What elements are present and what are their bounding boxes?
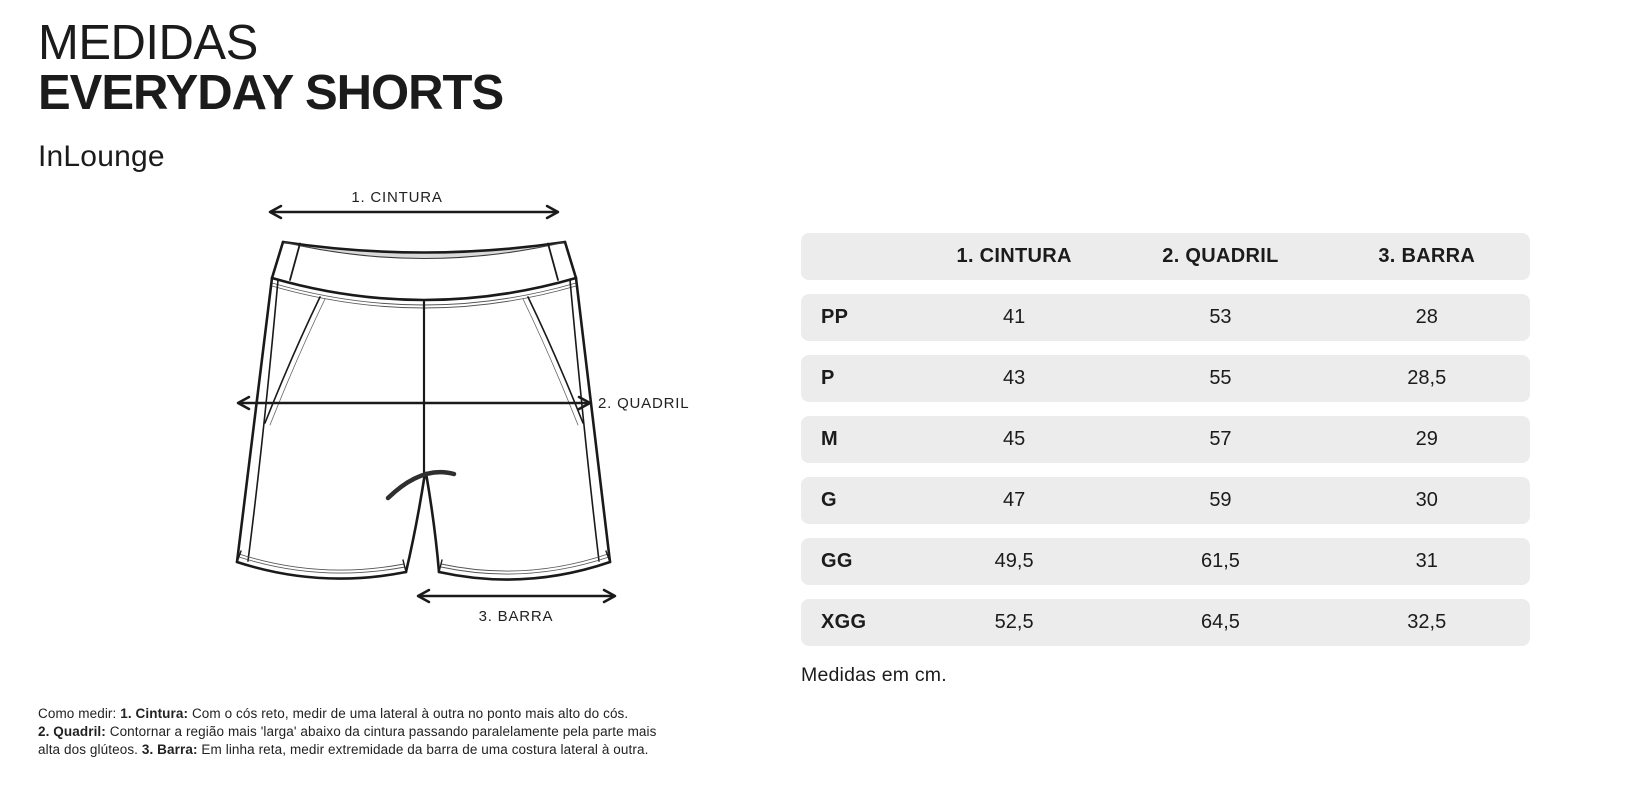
note-segment: Como medir:	[38, 706, 121, 721]
cintura-value: 45	[1003, 428, 1026, 450]
cintura-value: 52,5	[994, 611, 1034, 633]
size-label: G	[821, 489, 837, 511]
barra-value: 28	[1415, 306, 1438, 328]
page-header	[38, 18, 503, 118]
note-segment-bold: 2. Quadril:	[38, 724, 106, 739]
table-header-row	[801, 233, 1530, 280]
product-title: EVERYDAY SHORTS	[38, 66, 504, 120]
cintura-value: 49,5	[994, 550, 1034, 572]
quadril-value: 59	[1209, 489, 1232, 511]
note-segment: Contornar a região mais 'larga' abaixo da cintura passando paralelamente pela parte mais alta dos glúteos.	[38, 724, 657, 757]
cintura-value: 41	[1003, 306, 1026, 328]
barra-value: 29	[1415, 428, 1438, 450]
size-label: M	[821, 428, 838, 450]
quadril-arrow	[238, 397, 590, 409]
table-row	[801, 538, 1530, 585]
col-header-cintura: 1. CINTURA	[956, 245, 1072, 267]
quadril-value: 57	[1209, 428, 1232, 450]
shorts-measurement-diagram	[220, 175, 690, 635]
barra-value: 31	[1415, 550, 1438, 572]
cintura-value: 47	[1003, 489, 1026, 511]
barra-arrow	[418, 590, 615, 602]
note-segment: Com o cós reto, medir de uma lateral à outra no ponto mais alto do cós.	[188, 706, 629, 721]
table-row	[801, 416, 1530, 463]
size-label: XGG	[821, 611, 867, 633]
table-row	[801, 294, 1530, 341]
how-to-measure-notes	[38, 705, 666, 759]
diagram-label-barra: 3. BARRA	[478, 608, 554, 625]
quadril-value: 61,5	[1200, 550, 1240, 572]
barra-value: 30	[1415, 489, 1438, 511]
table-row	[801, 355, 1530, 402]
size-label: PP	[821, 306, 849, 328]
quadril-value: 64,5	[1200, 611, 1240, 633]
quadril-value: 53	[1209, 306, 1232, 328]
note-segment-bold: 3. Barra:	[141, 742, 198, 757]
table-row	[801, 477, 1530, 524]
quadril-value: 55	[1209, 367, 1232, 389]
diagram-label-cintura: 1. CINTURA	[351, 189, 443, 206]
page-title: MEDIDAS	[38, 16, 258, 70]
cintura-value: 43	[1003, 367, 1026, 389]
brand-name: InLounge	[38, 140, 165, 173]
note-segment: Em linha reta, medir extremidade da barra de uma costura lateral à outra.	[197, 742, 649, 757]
table-row	[801, 599, 1530, 646]
cintura-arrow	[270, 206, 558, 218]
barra-value: 32,5	[1407, 611, 1447, 633]
unit-note: Medidas em cm.	[801, 664, 947, 686]
col-header-quadril: 2. QUADRIL	[1162, 245, 1279, 267]
barra-value: 28,5	[1407, 367, 1447, 389]
diagram-label-quadril: 2. QUADRIL	[598, 395, 690, 412]
size-label: GG	[821, 550, 853, 572]
size-label: P	[821, 367, 835, 389]
note-segment-bold: 1. Cintura:	[120, 706, 189, 721]
col-header-barra: 3. BARRA	[1378, 245, 1476, 267]
size-table	[801, 233, 1530, 646]
